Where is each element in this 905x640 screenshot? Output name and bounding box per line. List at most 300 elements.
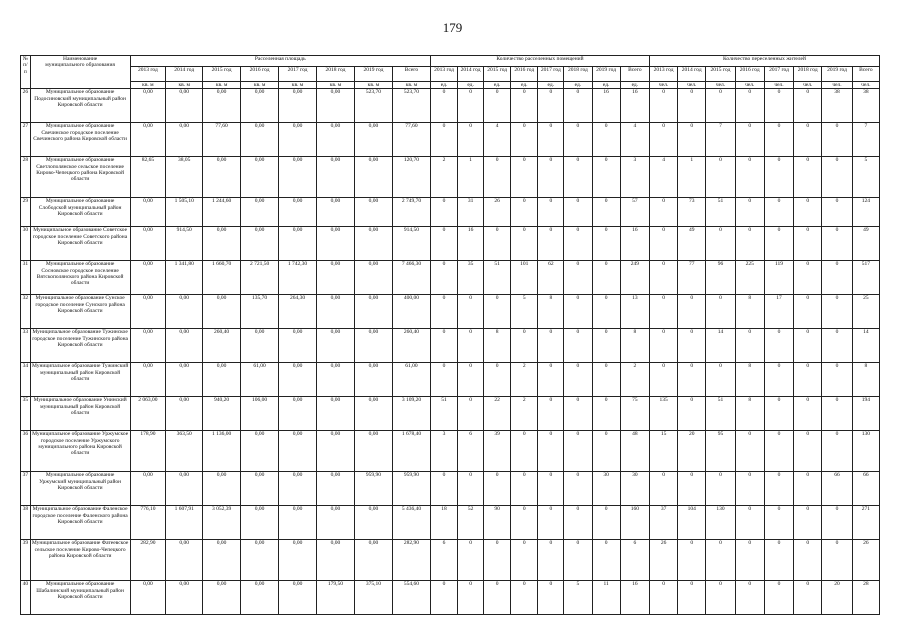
area-value-cell: 0,00	[279, 506, 317, 540]
rooms-value-cell: 0	[564, 506, 592, 540]
table-row	[21, 397, 880, 431]
row-number-cell: 34	[21, 363, 31, 397]
rooms-value-cell: 0	[538, 431, 564, 472]
name-header-line2: муниципального образования	[45, 62, 115, 69]
unit-header-people-1: чел.	[678, 82, 706, 89]
people-value-cell: 73	[678, 198, 706, 227]
rooms-value-cell: 0	[430, 89, 457, 123]
year-header-people-2: 2015 год	[706, 67, 735, 82]
people-value-cell: 0	[678, 581, 706, 615]
rooms-value-cell: 0	[484, 227, 511, 261]
area-value-cell: 0,00	[354, 506, 392, 540]
rooms-value-cell: 52	[458, 506, 484, 540]
people-value-cell: 104	[678, 506, 706, 540]
year-header-rooms-4: 2017 год	[538, 67, 564, 82]
rooms-value-cell: 39	[484, 431, 511, 472]
rooms-value-cell: 0	[538, 123, 564, 157]
resettlement-table	[20, 55, 880, 615]
area-value-cell: 940,20	[203, 397, 241, 431]
year-header-area-4: 2017 год	[279, 67, 317, 82]
people-value-cell: 0	[706, 89, 735, 123]
rooms-value-cell: 0	[511, 506, 538, 540]
area-value-cell: 0,00	[203, 581, 241, 615]
rooms-value-cell: 0	[430, 261, 457, 295]
people-value-cell: 0	[649, 198, 677, 227]
area-value-cell: 106,00	[241, 397, 279, 431]
area-value-cell: 1 660,70	[203, 261, 241, 295]
people-value-cell: 0	[649, 329, 677, 363]
area-value-cell: 1 505,10	[166, 198, 203, 227]
rooms-value-cell: 0	[430, 581, 457, 615]
rooms-value-cell: 4	[620, 123, 649, 157]
area-value-cell: 0,00	[279, 540, 317, 581]
area-value-cell: 400,00	[392, 295, 430, 329]
area-value-cell: 0,00	[279, 227, 317, 261]
year-header-people-4: 2017 год	[764, 67, 793, 82]
people-value-cell: 0	[822, 157, 852, 198]
area-value-cell: 0,00	[130, 198, 166, 227]
people-value-cell: 0	[706, 472, 735, 506]
people-value-cell: 119	[764, 261, 793, 295]
rooms-value-cell: 0	[458, 89, 484, 123]
name-column-header	[30, 56, 130, 89]
rooms-value-cell: 0	[484, 472, 511, 506]
unit-header-rooms-2: ед.	[484, 82, 511, 89]
people-value-cell: 130	[706, 506, 735, 540]
people-value-cell: 0	[649, 261, 677, 295]
area-value-cell: 0,00	[241, 123, 279, 157]
people-value-cell: 38	[822, 89, 852, 123]
number-column-header	[21, 56, 31, 89]
row-number-cell: 38	[21, 506, 31, 540]
year-header-people-3: 2016 год	[735, 67, 764, 82]
rooms-value-cell: 0	[564, 123, 592, 157]
people-value-cell: 0	[794, 89, 822, 123]
people-value-cell: 0	[649, 363, 677, 397]
people-value-cell: 0	[735, 89, 764, 123]
rooms-value-cell: 0	[511, 472, 538, 506]
area-value-cell: 264,30	[279, 295, 317, 329]
row-number-cell: 27	[21, 123, 31, 157]
people-value-cell: 0	[764, 431, 793, 472]
rooms-value-cell: 90	[484, 506, 511, 540]
people-value-cell: 8	[735, 397, 764, 431]
people-value-cell: 271	[852, 506, 879, 540]
area-value-cell: 0,00	[203, 363, 241, 397]
people-value-cell: 17	[764, 295, 793, 329]
area-value-cell: 77,60	[392, 123, 430, 157]
area-value-cell: 0,00	[166, 540, 203, 581]
unit-header-area-3: кв. м	[241, 82, 279, 89]
municipality-name-cell: Муниципальное образование Унинский муниципальный район Кировской области	[30, 397, 130, 431]
rooms-value-cell: 0	[484, 363, 511, 397]
table-row	[21, 540, 880, 581]
rooms-value-cell: 16	[620, 227, 649, 261]
area-value-cell: 77,60	[203, 123, 241, 157]
area-value-cell: 0,00	[130, 261, 166, 295]
people-value-cell: 0	[678, 397, 706, 431]
rooms-value-cell: 0	[538, 89, 564, 123]
rooms-value-cell: 0	[511, 431, 538, 472]
area-group-header: Расселенная площадь	[130, 56, 430, 67]
rooms-value-cell: 2	[430, 157, 457, 198]
name-header-line1: Наименование	[62, 56, 98, 62]
area-value-cell: 282,90	[130, 540, 166, 581]
people-value-cell: 0	[794, 261, 822, 295]
area-value-cell: 0,00	[279, 363, 317, 397]
area-value-cell: 0,00	[279, 123, 317, 157]
rooms-value-cell: 0	[564, 397, 592, 431]
people-value-cell: 26	[649, 540, 677, 581]
area-value-cell: 554,60	[392, 581, 430, 615]
people-value-cell: 0	[764, 89, 793, 123]
table-row	[21, 295, 880, 329]
table-row	[21, 227, 880, 261]
rooms-value-cell: 0	[511, 581, 538, 615]
area-value-cell: 1 678,40	[392, 431, 430, 472]
people-value-cell: 0	[764, 581, 793, 615]
area-value-cell: 0,00	[166, 329, 203, 363]
area-value-cell: 0,00	[203, 472, 241, 506]
unit-header-rooms-0: ед.	[430, 82, 457, 89]
people-value-cell: 0	[764, 397, 793, 431]
rooms-value-cell: 5	[511, 295, 538, 329]
table-body	[21, 89, 880, 615]
people-value-cell: 130	[852, 431, 879, 472]
rooms-value-cell: 51	[430, 397, 457, 431]
area-value-cell: 178,90	[130, 431, 166, 472]
people-value-cell: 0	[735, 123, 764, 157]
people-value-cell: 4	[649, 157, 677, 198]
people-value-cell: 0	[735, 157, 764, 198]
people-value-cell: 0	[822, 261, 852, 295]
people-value-cell: 20	[678, 431, 706, 472]
rooms-value-cell: 0	[538, 581, 564, 615]
rooms-value-cell: 0	[564, 157, 592, 198]
people-value-cell: 0	[794, 295, 822, 329]
people-value-cell: 0	[735, 581, 764, 615]
row-number-cell: 39	[21, 540, 31, 581]
rooms-value-cell: 4	[484, 123, 511, 157]
rooms-value-cell: 0	[484, 157, 511, 198]
municipality-name-cell: Муниципальное образование Светлополянское сельское поселение Кирово-Чепецкого района Кировской области	[30, 157, 130, 198]
area-value-cell: 0,00	[166, 363, 203, 397]
rooms-value-cell: 13	[620, 295, 649, 329]
rooms-value-cell: 2	[620, 363, 649, 397]
people-value-cell: 0	[794, 227, 822, 261]
rooms-value-cell: 0	[511, 227, 538, 261]
people-value-cell: 0	[706, 157, 735, 198]
table-row	[21, 363, 880, 397]
rooms-value-cell: 57	[620, 198, 649, 227]
year-header-people-5: 2018 год	[794, 67, 822, 82]
year-header-rooms-7: Всего	[620, 67, 649, 82]
rooms-value-cell: 0	[430, 295, 457, 329]
rooms-value-cell: 0	[538, 157, 564, 198]
rooms-value-cell: 0	[592, 506, 620, 540]
people-value-cell: 0	[822, 506, 852, 540]
rooms-value-cell: 5	[564, 581, 592, 615]
people-value-cell: 0	[794, 363, 822, 397]
people-value-cell: 95	[706, 431, 735, 472]
people-value-cell: 0	[678, 540, 706, 581]
people-value-cell: 20	[822, 581, 852, 615]
residents-group-header: Количество переселенных жителей	[649, 56, 879, 67]
municipality-name-cell: Муниципальное образование Уржумское городское поселение Уржумского муниципального района Кировской области	[30, 431, 130, 472]
area-value-cell: 2 063,00	[130, 397, 166, 431]
rooms-value-cell: 0	[564, 540, 592, 581]
table-row	[21, 261, 880, 295]
area-value-cell: 0,00	[203, 540, 241, 581]
rooms-value-cell: 8	[484, 329, 511, 363]
people-value-cell: 0	[649, 295, 677, 329]
table-row	[21, 198, 880, 227]
rooms-value-cell: 0	[538, 363, 564, 397]
area-value-cell: 0,00	[130, 227, 166, 261]
area-value-cell: 0,00	[130, 123, 166, 157]
rooms-value-cell: 35	[458, 261, 484, 295]
row-number-cell: 28	[21, 157, 31, 198]
people-value-cell: 0	[735, 198, 764, 227]
people-value-cell: 0	[678, 89, 706, 123]
rooms-value-cell: 0	[592, 227, 620, 261]
rooms-value-cell: 0	[484, 581, 511, 615]
year-header-area-6: 2019 год	[354, 67, 392, 82]
year-header-area-3: 2016 год	[241, 67, 279, 82]
area-value-cell: 0,00	[354, 431, 392, 472]
area-value-cell: 0,00	[317, 363, 355, 397]
people-value-cell: 14	[706, 329, 735, 363]
rooms-value-cell: 6	[430, 540, 457, 581]
rooms-value-cell: 26	[484, 198, 511, 227]
unit-header-row	[21, 82, 880, 89]
rooms-value-cell: 0	[564, 363, 592, 397]
municipality-name-cell: Муниципальное образование Уржумский муниципальный район Кировской области	[30, 472, 130, 506]
area-value-cell: 0,00	[317, 157, 355, 198]
year-header-area-7: Всего	[392, 67, 430, 82]
municipality-name-cell: Муниципальное образование Фатеевское сельское поселение Кирово-Чепецкого района Кировской области	[30, 540, 130, 581]
people-value-cell: 0	[822, 363, 852, 397]
unit-header-rooms-3: ед.	[511, 82, 538, 89]
rooms-value-cell: 0	[592, 157, 620, 198]
people-value-cell: 0	[678, 295, 706, 329]
area-value-cell: 1 742,30	[279, 261, 317, 295]
row-number-cell: 32	[21, 295, 31, 329]
year-header-rooms-3: 2016 год	[511, 67, 538, 82]
rooms-value-cell: 75	[620, 397, 649, 431]
people-value-cell: 51	[706, 198, 735, 227]
rooms-value-cell: 0	[484, 540, 511, 581]
area-value-cell: 0,00	[130, 581, 166, 615]
area-value-cell: 82,65	[130, 157, 166, 198]
people-value-cell: 0	[822, 123, 852, 157]
area-value-cell: 0,00	[241, 472, 279, 506]
area-value-cell: 0,00	[130, 89, 166, 123]
area-value-cell: 0,00	[279, 472, 317, 506]
area-value-cell: 260,40	[392, 329, 430, 363]
municipality-name-cell: Муниципальное образование Шабалинский муниципальный район Кировской области	[30, 581, 130, 615]
table-row	[21, 157, 880, 198]
rooms-value-cell: 18	[430, 506, 457, 540]
rooms-value-cell: 0	[430, 363, 457, 397]
area-value-cell: 0,00	[317, 540, 355, 581]
rooms-value-cell: 0	[458, 581, 484, 615]
table-row	[21, 329, 880, 363]
rooms-value-cell: 1	[458, 157, 484, 198]
year-header-area-5: 2018 год	[317, 67, 355, 82]
area-value-cell: 0,00	[203, 227, 241, 261]
people-value-cell: 0	[649, 227, 677, 261]
people-value-cell: 225	[735, 261, 764, 295]
people-value-cell: 0	[735, 431, 764, 472]
number-header-line1: №	[22, 56, 28, 62]
unit-header-area-4: кв. м	[279, 82, 317, 89]
area-value-cell: 0,00	[317, 472, 355, 506]
people-value-cell: 1	[678, 157, 706, 198]
area-value-cell: 135,70	[241, 295, 279, 329]
people-value-cell: 51	[706, 397, 735, 431]
people-value-cell: 0	[735, 472, 764, 506]
people-value-cell: 5	[852, 157, 879, 198]
rooms-value-cell: 0	[538, 506, 564, 540]
people-value-cell: 0	[794, 397, 822, 431]
area-value-cell: 5 436,40	[392, 506, 430, 540]
area-value-cell: 0,00	[354, 397, 392, 431]
people-value-cell: 0	[649, 89, 677, 123]
rooms-value-cell: 0	[564, 295, 592, 329]
people-value-cell: 0	[794, 431, 822, 472]
people-value-cell: 8	[852, 363, 879, 397]
rooms-value-cell: 3	[620, 157, 649, 198]
people-value-cell: 96	[706, 261, 735, 295]
rooms-value-cell: 0	[511, 198, 538, 227]
municipality-name-cell: Муниципальное образование Слободской муниципальный район Кировской области	[30, 198, 130, 227]
unit-header-people-7: чел.	[852, 82, 879, 89]
area-value-cell: 0,00	[130, 329, 166, 363]
area-value-cell: 0,00	[279, 157, 317, 198]
unit-header-people-4: чел.	[764, 82, 793, 89]
people-value-cell: 0	[822, 295, 852, 329]
people-value-cell: 0	[794, 198, 822, 227]
area-value-cell: 179,50	[317, 581, 355, 615]
area-value-cell: 0,00	[203, 295, 241, 329]
rooms-value-cell: 0	[564, 198, 592, 227]
rooms-value-cell: 0	[484, 295, 511, 329]
rooms-value-cell: 0	[458, 295, 484, 329]
area-value-cell: 0,00	[241, 227, 279, 261]
people-value-cell: 0	[735, 506, 764, 540]
unit-header-rooms-5: ед.	[564, 82, 592, 89]
rooms-value-cell: 16	[592, 89, 620, 123]
rooms-group-header: Количество расселенных помещений	[430, 56, 649, 67]
area-value-cell: 0,00	[354, 540, 392, 581]
people-value-cell: 0	[794, 123, 822, 157]
row-number-cell: 40	[21, 581, 31, 615]
year-header-people-7: Всего	[852, 67, 879, 82]
municipality-name-cell: Муниципальное образование Тужинский муниципальный район Кировской области	[30, 363, 130, 397]
year-header-people-6: 2019 год	[822, 67, 852, 82]
rooms-value-cell: 0	[430, 472, 457, 506]
table-row	[21, 89, 880, 123]
people-value-cell: 194	[852, 397, 879, 431]
people-value-cell: 0	[822, 198, 852, 227]
people-value-cell: 0	[706, 363, 735, 397]
area-value-cell: 0,00	[317, 295, 355, 329]
rooms-value-cell: 0	[592, 295, 620, 329]
people-value-cell: 0	[822, 227, 852, 261]
people-value-cell: 0	[764, 198, 793, 227]
area-value-cell: 3 109,20	[392, 397, 430, 431]
unit-header-area-1: кв. м	[166, 82, 203, 89]
rooms-value-cell: 0	[484, 89, 511, 123]
unit-header-rooms-4: ед.	[538, 82, 564, 89]
year-header-area-1: 2014 год	[166, 67, 203, 82]
area-value-cell: 38,05	[166, 157, 203, 198]
rooms-value-cell: 8	[620, 329, 649, 363]
area-value-cell: 0,00	[279, 397, 317, 431]
row-number-cell: 35	[21, 397, 31, 431]
area-value-cell: 7 466,30	[392, 261, 430, 295]
rooms-value-cell: 0	[564, 431, 592, 472]
row-number-cell: 33	[21, 329, 31, 363]
people-value-cell: 0	[794, 329, 822, 363]
rooms-value-cell: 0	[511, 540, 538, 581]
people-value-cell: 26	[852, 540, 879, 581]
unit-header-area-7: кв. м	[392, 82, 430, 89]
people-value-cell: 8	[735, 363, 764, 397]
rooms-value-cell: 51	[484, 261, 511, 295]
rooms-value-cell: 0	[564, 261, 592, 295]
area-value-cell: 3 052,39	[203, 506, 241, 540]
people-value-cell: 0	[764, 506, 793, 540]
rooms-value-cell: 0	[538, 329, 564, 363]
area-value-cell: 0,00	[317, 329, 355, 363]
people-value-cell: 66	[852, 472, 879, 506]
people-value-cell: 0	[649, 581, 677, 615]
unit-header-area-2: кв. м	[203, 82, 241, 89]
area-value-cell: 0,00	[354, 363, 392, 397]
area-value-cell: 0,00	[166, 89, 203, 123]
row-number-cell: 26	[21, 89, 31, 123]
rooms-value-cell: 0	[592, 329, 620, 363]
people-value-cell: 0	[649, 123, 677, 157]
area-value-cell: 375,10	[354, 581, 392, 615]
area-value-cell: 0,00	[241, 89, 279, 123]
rooms-value-cell: 101	[511, 261, 538, 295]
people-value-cell: 0	[764, 227, 793, 261]
rooms-value-cell: 16	[458, 227, 484, 261]
area-value-cell: 0,00	[166, 472, 203, 506]
rooms-value-cell: 0	[592, 198, 620, 227]
rooms-value-cell: 0	[538, 540, 564, 581]
people-value-cell: 0	[735, 227, 764, 261]
unit-header-area-5: кв. м	[317, 82, 355, 89]
rooms-value-cell: 11	[592, 581, 620, 615]
rooms-value-cell: 0	[430, 198, 457, 227]
unit-header-area-6: кв. м	[354, 82, 392, 89]
number-header-line2: п/п	[23, 62, 28, 75]
rooms-value-cell: 0	[458, 123, 484, 157]
year-header-rooms-6: 2019 год	[592, 67, 620, 82]
header-group-row	[21, 56, 880, 67]
people-value-cell: 0	[649, 472, 677, 506]
municipality-name-cell: Муниципальное образование Фаленское городское поселение Фаленского района Кировской области	[30, 506, 130, 540]
people-value-cell: 49	[852, 227, 879, 261]
municipality-name-cell: Муниципальное образование Сунское городское поселение Сунского района Кировской области	[30, 295, 130, 329]
area-value-cell: 2 749,70	[392, 198, 430, 227]
area-value-cell: 0,00	[241, 431, 279, 472]
rooms-value-cell: 0	[458, 397, 484, 431]
